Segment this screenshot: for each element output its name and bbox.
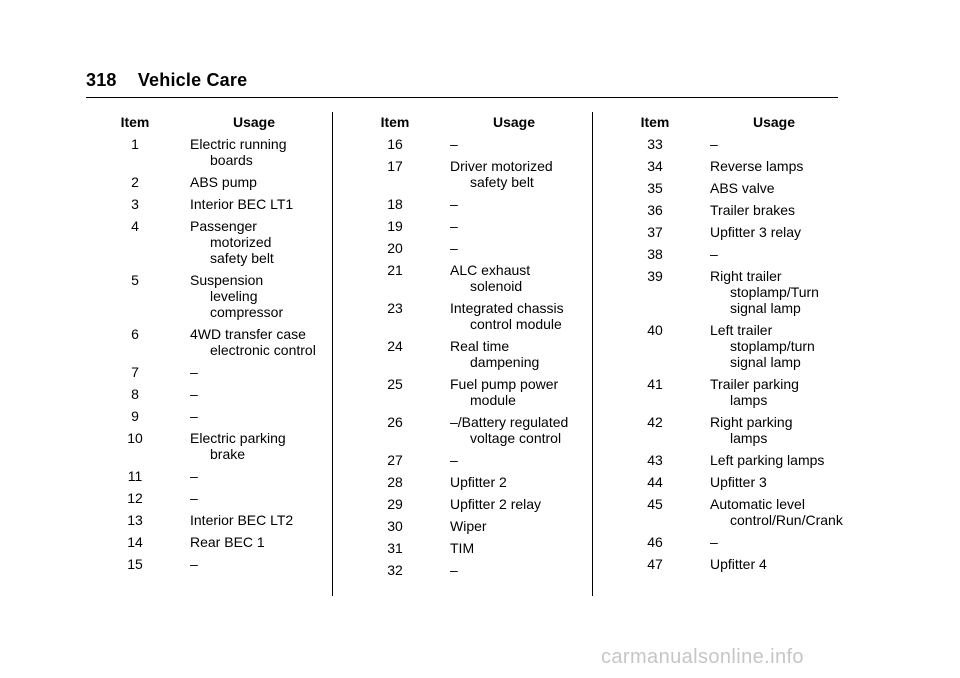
table-row bbox=[362, 262, 602, 294]
fuse-item-number: 18 bbox=[387, 196, 403, 212]
fuse-usage: ABS valve bbox=[710, 180, 775, 196]
section-title: Vehicle Care bbox=[137, 70, 248, 90]
table-row bbox=[622, 496, 862, 528]
fuse-usage: – bbox=[710, 136, 718, 152]
usage-column-header: Usage bbox=[492, 114, 536, 130]
table-row bbox=[102, 272, 342, 320]
fuse-item-number: 3 bbox=[131, 196, 139, 212]
fuse-item-number: 44 bbox=[647, 474, 663, 490]
fuse-usage: Real time dampening bbox=[450, 338, 540, 370]
fuse-usage: Passenger motorized safety belt bbox=[190, 218, 274, 266]
fuse-item-number: 1 bbox=[131, 136, 139, 152]
table-header-row bbox=[622, 114, 862, 130]
table-header-row bbox=[102, 114, 342, 130]
table-rows bbox=[362, 136, 602, 578]
header-rule bbox=[86, 97, 838, 98]
fuse-usage: Trailer brakes bbox=[710, 202, 796, 218]
fuse-usage: – bbox=[190, 408, 198, 424]
fuse-table-column bbox=[622, 114, 862, 578]
table-row bbox=[362, 540, 602, 556]
fuse-item-number: 27 bbox=[387, 452, 403, 468]
table-row bbox=[102, 174, 342, 190]
fuse-item-number: 31 bbox=[387, 540, 403, 556]
fuse-usage: Upfitter 2 relay bbox=[450, 496, 542, 512]
fuse-usage: – bbox=[450, 196, 458, 212]
fuse-usage: ALC exhaust solenoid bbox=[450, 262, 531, 294]
fuse-item-number: 34 bbox=[647, 158, 663, 174]
table-row bbox=[362, 414, 602, 446]
fuse-usage: Electric running boards bbox=[190, 136, 287, 168]
fuse-usage: Interior BEC LT1 bbox=[190, 196, 294, 212]
item-column-header: Item bbox=[120, 114, 150, 130]
usage-column-header: Usage bbox=[232, 114, 276, 130]
fuse-usage: – bbox=[190, 556, 198, 572]
fuse-item-number: 20 bbox=[387, 240, 403, 256]
fuse-usage: Electric parking brake bbox=[190, 430, 286, 462]
fuse-usage: Integrated chassis control module bbox=[450, 300, 564, 332]
fuse-usage: Trailer parking lamps bbox=[710, 376, 799, 408]
fuse-table-column bbox=[362, 114, 602, 584]
table-row bbox=[622, 180, 862, 196]
table-row bbox=[102, 512, 342, 528]
fuse-item-number: 15 bbox=[127, 556, 143, 572]
fuse-usage: Upfitter 4 bbox=[710, 556, 767, 572]
fuse-usage: Left trailer stoplamp/turn signal lamp bbox=[710, 322, 815, 370]
table-row bbox=[362, 452, 602, 468]
fuse-item-number: 5 bbox=[131, 272, 139, 288]
fuse-usage: – bbox=[190, 468, 198, 484]
fuse-item-number: 7 bbox=[131, 364, 139, 380]
fuse-item-number: 32 bbox=[387, 562, 403, 578]
fuse-usage: Right trailer stoplamp/Turn signal lamp bbox=[710, 268, 819, 316]
table-row bbox=[102, 364, 342, 380]
table-row bbox=[102, 408, 342, 424]
table-row bbox=[102, 490, 342, 506]
table-row bbox=[362, 376, 602, 408]
fuse-usage: Right parking lamps bbox=[710, 414, 793, 446]
table-row bbox=[622, 556, 862, 572]
fuse-item-number: 13 bbox=[127, 512, 143, 528]
fuse-item-number: 23 bbox=[387, 300, 403, 316]
table-row bbox=[102, 386, 342, 402]
table-row bbox=[622, 376, 862, 408]
fuse-usage: Upfitter 3 relay bbox=[710, 224, 802, 240]
table-row bbox=[622, 158, 862, 174]
fuse-item-number: 19 bbox=[387, 218, 403, 234]
table-row bbox=[102, 430, 342, 462]
fuse-item-number: 12 bbox=[127, 490, 143, 506]
fuse-usage: Reverse lamps bbox=[710, 158, 804, 174]
table-row bbox=[622, 202, 862, 218]
fuse-item-number: 30 bbox=[387, 518, 403, 534]
table-row bbox=[102, 326, 342, 358]
table-row bbox=[622, 246, 862, 262]
fuse-item-number: 33 bbox=[647, 136, 663, 152]
fuse-table-column bbox=[102, 114, 342, 578]
table-row bbox=[362, 300, 602, 332]
fuse-item-number: 28 bbox=[387, 474, 403, 490]
fuse-item-number: 26 bbox=[387, 414, 403, 430]
fuse-usage: – bbox=[450, 240, 458, 256]
fuse-usage: ABS pump bbox=[190, 174, 257, 190]
table-row bbox=[102, 534, 342, 550]
fuse-item-number: 29 bbox=[387, 496, 403, 512]
fuse-item-number: 36 bbox=[647, 202, 663, 218]
fuse-usage: – bbox=[190, 490, 198, 506]
fuse-usage: – bbox=[710, 534, 718, 550]
table-row bbox=[362, 562, 602, 578]
table-row bbox=[102, 136, 342, 168]
table-row bbox=[622, 534, 862, 550]
fuse-usage: – bbox=[450, 452, 458, 468]
table-rows bbox=[622, 136, 862, 572]
fuse-item-number: 25 bbox=[387, 376, 403, 392]
fuse-usage: –/Battery regulated voltage control bbox=[450, 414, 569, 446]
column-divider bbox=[592, 112, 593, 596]
watermark: carmanualsonline.info bbox=[601, 646, 804, 668]
table-row bbox=[362, 474, 602, 490]
fuse-usage: Rear BEC 1 bbox=[190, 534, 265, 550]
fuse-item-number: 47 bbox=[647, 556, 663, 572]
fuse-usage: – bbox=[450, 136, 458, 152]
fuse-item-number: 45 bbox=[647, 496, 663, 512]
fuse-usage: – bbox=[190, 364, 198, 380]
fuse-item-number: 21 bbox=[387, 262, 403, 278]
fuse-item-number: 37 bbox=[647, 224, 663, 240]
table-row bbox=[362, 338, 602, 370]
fuse-item-number: 10 bbox=[127, 430, 143, 446]
table-row bbox=[362, 518, 602, 534]
fuse-usage: Interior BEC LT2 bbox=[190, 512, 294, 528]
fuse-item-number: 43 bbox=[647, 452, 663, 468]
fuse-item-number: 42 bbox=[647, 414, 663, 430]
fuse-usage: Driver motorized safety belt bbox=[450, 158, 553, 190]
usage-column-header: Usage bbox=[752, 114, 796, 130]
table-row bbox=[362, 196, 602, 212]
table-row bbox=[362, 158, 602, 190]
table-row bbox=[102, 556, 342, 572]
table-row bbox=[362, 240, 602, 256]
table-row bbox=[622, 414, 862, 446]
fuse-item-number: 40 bbox=[647, 322, 663, 338]
table-row bbox=[622, 268, 862, 316]
table-rows bbox=[102, 136, 342, 572]
fuse-usage: Wiper bbox=[450, 518, 487, 534]
fuse-item-number: 11 bbox=[127, 468, 143, 484]
fuse-usage: Left parking lamps bbox=[710, 452, 825, 468]
table-row bbox=[362, 218, 602, 234]
fuse-item-number: 39 bbox=[647, 268, 663, 284]
page-header bbox=[86, 70, 247, 91]
column-divider bbox=[332, 112, 333, 596]
fuse-item-number: 46 bbox=[647, 534, 663, 550]
fuse-usage: TIM bbox=[450, 540, 475, 556]
page-number: 318 bbox=[86, 70, 117, 90]
table-row bbox=[622, 322, 862, 370]
fuse-usage: Automatic level control/Run/Crank bbox=[710, 496, 843, 528]
fuse-item-number: 16 bbox=[387, 136, 403, 152]
fuse-usage: 4WD transfer case electronic control bbox=[190, 326, 316, 358]
fuse-usage: Fuel pump power module bbox=[450, 376, 559, 408]
fuse-usage: – bbox=[450, 562, 458, 578]
fuse-item-number: 14 bbox=[127, 534, 143, 550]
item-column-header: Item bbox=[380, 114, 410, 130]
fuse-item-number: 35 bbox=[647, 180, 663, 196]
table-row bbox=[362, 496, 602, 512]
fuse-usage: Upfitter 2 bbox=[450, 474, 507, 490]
fuse-item-number: 8 bbox=[131, 386, 139, 402]
fuse-item-number: 24 bbox=[387, 338, 403, 354]
fuse-usage: – bbox=[710, 246, 718, 262]
fuse-item-number: 38 bbox=[647, 246, 663, 262]
fuse-item-number: 4 bbox=[131, 218, 139, 234]
fuse-item-number: 2 bbox=[131, 174, 139, 190]
fuse-item-number: 41 bbox=[647, 376, 663, 392]
table-row bbox=[102, 468, 342, 484]
table-row bbox=[622, 136, 862, 152]
table-row bbox=[362, 136, 602, 152]
fuse-item-number: 17 bbox=[387, 158, 403, 174]
fuse-usage: – bbox=[450, 218, 458, 234]
fuse-usage: Upfitter 3 bbox=[710, 474, 767, 490]
table-header-row bbox=[362, 114, 602, 130]
table-row bbox=[622, 224, 862, 240]
table-row bbox=[102, 218, 342, 266]
fuse-item-number: 9 bbox=[131, 408, 139, 424]
table-row bbox=[622, 452, 862, 468]
item-column-header: Item bbox=[640, 114, 670, 130]
fuse-usage: – bbox=[190, 386, 198, 402]
fuse-item-number: 6 bbox=[131, 326, 139, 342]
table-row bbox=[622, 474, 862, 490]
table-row bbox=[102, 196, 342, 212]
fuse-usage: Suspension leveling compressor bbox=[190, 272, 284, 320]
